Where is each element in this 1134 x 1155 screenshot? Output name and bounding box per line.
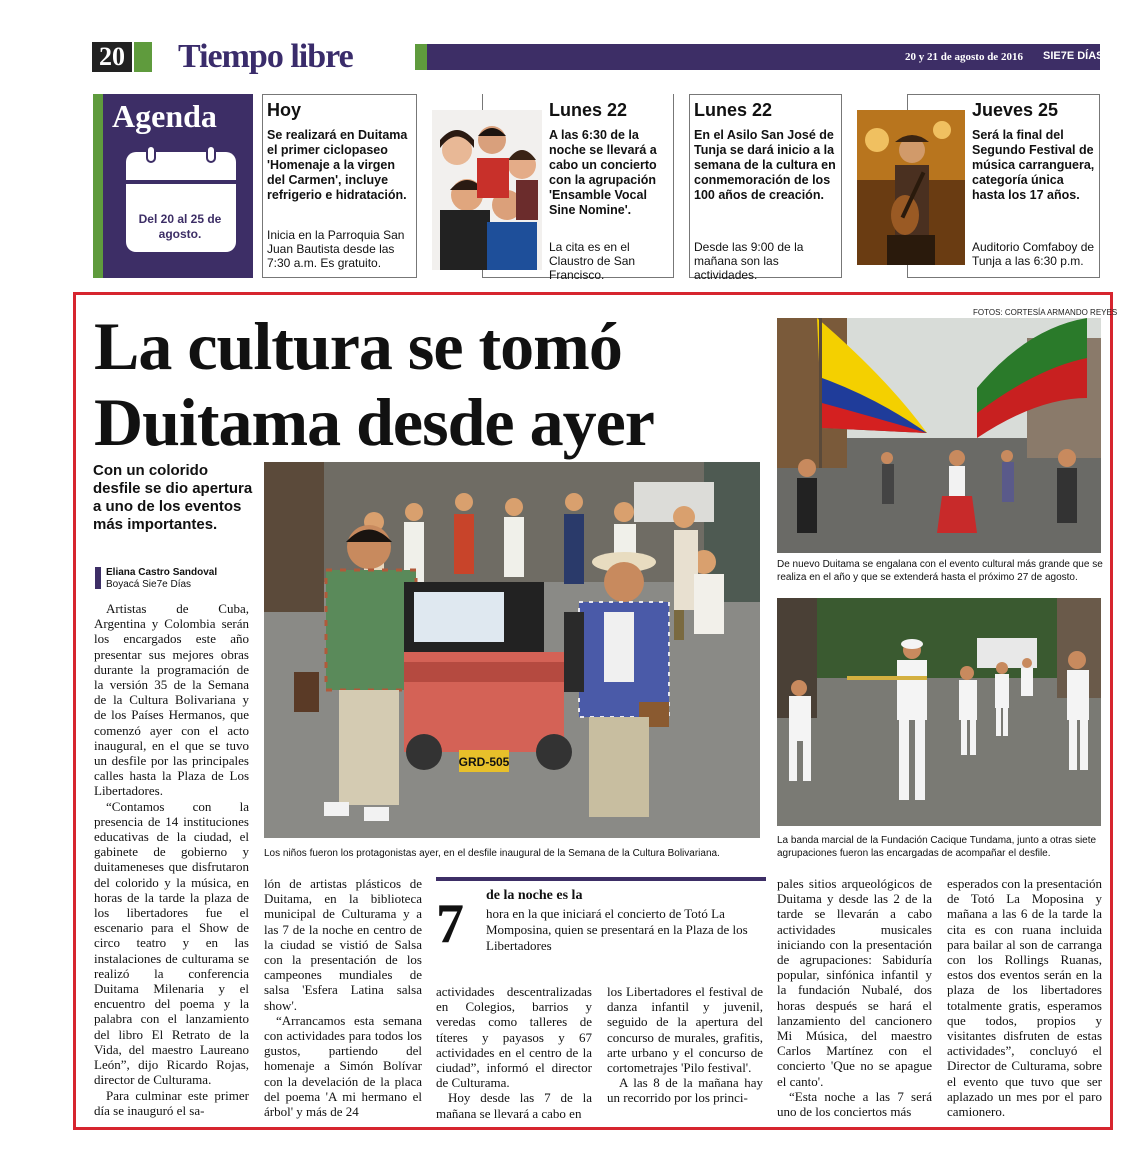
agenda-day: Hoy (267, 100, 302, 120)
caption-main-photo: Los niños fueron los protagonistas ayer, en el desfile inaugural de la Semana de la Cultura Bolivariana. (264, 848, 720, 859)
headline (94, 308, 774, 460)
calendar-ring-icon (146, 145, 156, 163)
paragraph: lón de artistas plásticos de Duitama, en la biblioteca municipal de Culturama y a las 7 de la noche en centro de la ciudad se vistió de Salsa con la presentación de los campeones mundiales de salsa 'Esfera Latina salsa show'. (264, 876, 422, 1013)
caption-bottom-photo: La banda marcial de la Fundación Cacique Tundama, junto a otras siete agrupaciones fueron las encargadas de acompañar el desfile. (777, 835, 1097, 859)
article-deck: Con un colorido desfile se dio apertura a uno de los eventos más importantes. (93, 462, 253, 533)
pull-quote-head: de la noche es la (486, 888, 583, 903)
paragraph: pales sitios arqueológicos de Duitama y desde las 2 de la tarde se llevarán a cabo actividades musicales iniciando con la presentación de agrupaciones: Sabiduría popular, sinfónica infantil y la fundación Nubalé, dos horas después se hará el lanzamiento del cancionero Mi Música, del maestro Carlos Martínez con el concierto 'Que no se apague el canto'. (777, 876, 932, 1089)
pull-quote-body: hora en la que iniciará el concierto de Totó La Momposina, quien se presentará en la Plaza de los Libertadores (486, 906, 748, 953)
agenda-text: Se realizará en Duitama el primer ciclopaseo 'Homenaje a la virgen del Carmen', incluye refrigerio e hidratación. (267, 128, 408, 202)
author-name: Eliana Castro Sandoval (106, 567, 218, 578)
byline-accent (95, 567, 101, 589)
pull-quote-rule (436, 877, 766, 881)
agenda-text: En el Asilo San José de Tunja se dará inicio a la semana de la cultura en conmemoración de los 100 años de creación. (694, 128, 836, 202)
paragraph: Hoy desde las 7 de la mañana se llevará a cabo en (436, 1090, 592, 1121)
article-column-3 (436, 984, 592, 1121)
agenda-day: Jueves 25 (972, 100, 1059, 120)
agenda-detail: La cita es en el Claustro de San Francisco. (549, 240, 636, 282)
paragraph: A las 8 de la mañana hay un recorrido por los princi- (607, 1075, 763, 1106)
headline-line-1: La cultura se tomó (94, 308, 622, 384)
article-column-4 (607, 984, 763, 1106)
paragraph: Para culminar este primer día se inauguró el sa- (94, 1087, 249, 1118)
article-column-2 (264, 876, 422, 1119)
paragraph: “Esta noche a las 7 será uno de los conciertos más (777, 1088, 932, 1120)
article-column-1 (94, 601, 249, 1118)
paragraph: esperados con la presentación de Totó La Moposina y mañana a las 6 de la tarde la cita es con ruana incluida para bailar al son de carranga con los Rollings Ruanas, estos dos eventos serán en la plaza de los libertadores totalmente gratis, esperamos que todos, propios y visitantes disfruten de estas actividades”, concluyó el Director de Culturama, sobre el evento que tuvo que ser aplazado un mes por el paro camionero. (947, 876, 1102, 1120)
agenda-text: Será la final del Segundo Festival de música carranguera, categoría única hasta los 17 años. (972, 128, 1095, 202)
license-plate: GRD-505 (458, 755, 510, 769)
issue-date: 20 y 21 de agosto de 2016 (905, 51, 1023, 63)
caption-top-photo: De nuevo Duitama se engalana con el evento cultural más grande que se realiza en el año y que se extenderá hasta el próximo 27 de agosto. (777, 559, 1103, 583)
agenda-day: Lunes 22 (549, 100, 628, 120)
teens-photo (432, 110, 542, 270)
article-column-5 (777, 876, 932, 1119)
article-column-6 (947, 876, 1102, 1119)
page-number: 20 (92, 42, 132, 72)
pull-quote-number: 7 (436, 893, 464, 955)
marching-band-photo (777, 598, 1101, 826)
agenda-text: A las 6:30 de la noche se llevará a cabo un concierto con la agrupación 'Ensamble Vocal Sine Nomine'. (549, 128, 657, 217)
page-number-accent (134, 42, 152, 72)
agenda-detail: Desde las 9:00 de la mañana son las actividades. (694, 240, 804, 282)
paragraph: “Contamos con la presencia de 14 instituciones educativas de la ciudad, el gabinete de gobierno y duitameneses que disfrutaron del colorido y la música, en horas de la tarde la plaza de los libertadores fue el escenario para el Show de circo teatro y en las instalaciones de culturama se realizó la conferencia Duitama Milenaria y el encuentro del poema y la palabra con el lanzamiento del libro El Retrato de la Vida, del maestro Laureano León”, dijo Ricardo Rojas, director de Culturama. (94, 798, 249, 1088)
agenda-day: Lunes 22 (694, 100, 773, 120)
calendar-divider (126, 180, 236, 184)
agenda-detail: Auditorio Comfaboy de Tunja a las 6:30 p.m. (972, 240, 1095, 268)
paragraph: actividades descentralizadas en Colegios, barrios y veredas como talleres de títeres y payasos y 67 actividades en el centro de la ciudad”, informó el director de Culturama. (436, 984, 592, 1091)
guitarist-photo (857, 110, 965, 265)
paragraph: los Libertadores el festival de danza infantil y juvenil, seguido de la apertura del concurso de murales, grafitis, arte urbano y el concurso de cortometrajes 'Pilo festival'. (607, 984, 763, 1076)
agenda-detail: Inicia en la Parroquia San Juan Bautista desde las 7:30 a.m. Es gratuito. (267, 228, 405, 270)
paragraph: “Arrancamos esta semana con actividades para todos los gustos, partiendo del homenaje a Simón Bolívar con la develación de la placa del poema 'A mi hermano el árbol' y más de 24 (264, 1012, 422, 1120)
author-org: Boyacá Sie7e Días (106, 579, 192, 590)
parade-main-photo (264, 462, 760, 838)
headline-line-2: Duitama desde ayer (94, 384, 654, 460)
calendar-ring-icon (206, 145, 216, 163)
newspaper-name: SIE7E DÍAS (1043, 50, 1104, 62)
paragraph: Artistas de Cuba, Argentina y Colombia serán los encargados este año presentar sus mejores obras durante la programación de la versión 35 de la Semana de la Cultura Bolivariana y de los Países Hermanos, que comenzó ayer con el acto inaugural, en el que se tuvo un desfile por las principales calles hasta la Plaza de Los Libertadores. (94, 601, 249, 799)
flags-photo (777, 318, 1101, 553)
section-title: Tiempo libre (178, 38, 353, 75)
agenda-title: Agenda (112, 98, 217, 134)
agenda-dates: Del 20 al 25 de agosto. (138, 212, 222, 241)
photo-credit: FOTOS: CORTESÍA ARMANDO REYES (973, 308, 1118, 317)
